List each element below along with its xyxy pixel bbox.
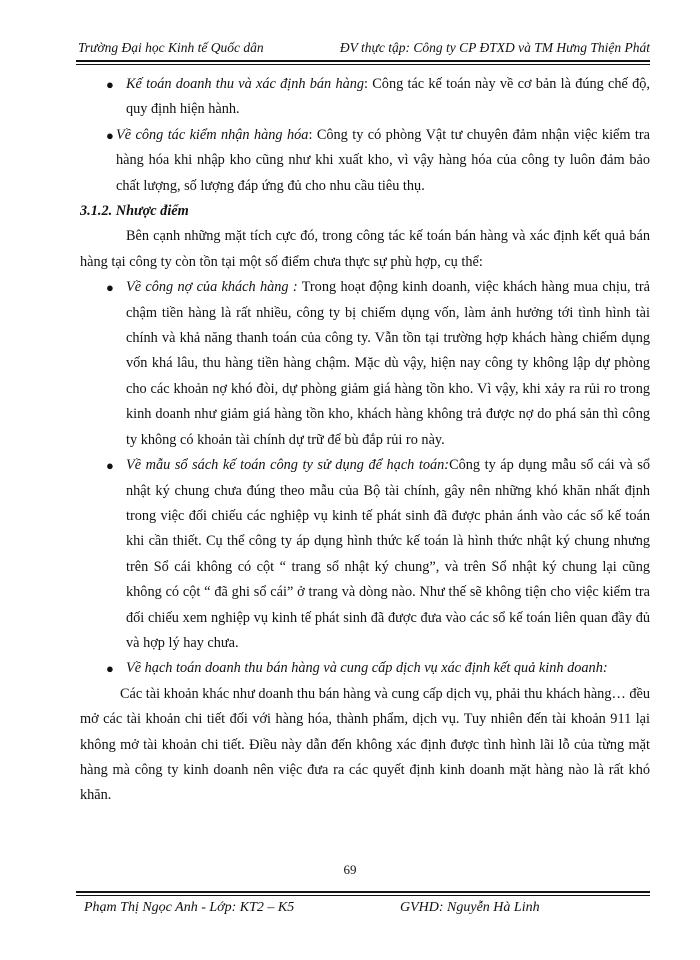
page-header	[78, 40, 650, 56]
bullet-icon: ●	[106, 458, 114, 474]
bullet-icon: ●	[106, 661, 114, 677]
section-heading: 3.1.2. Nhược điểm	[80, 203, 189, 220]
bullet-item	[80, 123, 650, 199]
bullet-text: : Công ty có phòng Vật tư chuyên đảm nhận việc kiểm tra hàng hóa khi nhập kho cũng như khi xuất kho, vì vậy hàng hóa của công ty luôn đảm bảo chất lượng, số lượng đáp ứng đủ cho nhu cầu tiêu thụ.	[116, 126, 651, 194]
closing-paragraph: Các tài khoản khác như doanh thu bán hàng và cung cấp dịch vụ, phải thu khách hàng… đều mở các tài khoản chi tiết đối với hàng hóa, thành phẩm, dịch vụ. Tuy nhiên đến tài khoản 911 lại không mở tài khoản chi tiết. Điều này dẫn đến không xác định được tình hình lãi lỗ của từng mặt hàng mà công ty kinh doanh nên việc đưa ra các quyết định kinh doanh mặt hàng nào là rất khó khăn.	[80, 685, 650, 804]
bullet-item	[80, 453, 650, 656]
header-internship-unit: ĐV thực tập: Công ty CP ĐTXD và TM Hưng Thiện Phát	[339, 40, 650, 55]
page-number: 69	[343, 862, 357, 877]
header-rule	[76, 60, 650, 65]
bullet-title: Kế toán doanh thu và xác định bán hàng	[126, 76, 365, 92]
intro-paragraph: Bên cạnh những mặt tích cực đó, trong công tác kế toán bán hàng và xác định kết quả bán hàng tại công ty còn tồn tại một số điểm chưa thực sự phù hợp, cụ thể:	[80, 228, 650, 270]
bullet-title: Về mẫu sổ sách kế toán công ty sử dụng để hạch toán:	[126, 457, 450, 474]
footer-supervisor: GVHD: Nguyễn Hà Linh	[400, 900, 540, 915]
bullet-icon: ●	[106, 127, 114, 143]
bullet-text: : Công tác kế toán này về cơ bản là đúng chế độ, quy định hiện hành.	[126, 76, 650, 118]
bullet-icon: ●	[106, 77, 114, 92]
bullet-item	[80, 275, 650, 453]
header-school: Trường Đại học Kinh tế Quốc dân	[78, 40, 264, 55]
bullet-text: Công ty áp dụng mẫu sổ cái và sổ nhật ký chung chưa đúng theo mẫu của Bộ tài chính, gây nên những khó khăn nhất định trong việc đối chiếu các nghiệp vụ kinh tế phát sinh đã được phản ánh vào các sổ kế toán khi cần thiết. Cụ thể công ty áp dụng hình thức kế toán là hình thức nhật ký chung nhưng trên Sổ cái không có cột “ trang sổ nhật ký chung”, và trên Sổ nhật ký chung lại cũng không có cột “ đã ghi sổ cái” ở trang và dòng nào. Như thế sẽ không tiện cho việc kiểm tra đối chiếu xem nghiệp vụ kinh tế phát sinh đã được đưa vào các sổ kế toán liên quan đầy đủ và hợp lý hay chưa.	[126, 457, 650, 651]
document-body	[80, 72, 650, 809]
bullet-text: Trong hoạt động kinh doanh, việc khách hàng mua chịu, trả chậm tiền hàng là rất nhiều, công ty bị chiếm dụng vốn, làm ảnh hưởng tới tình hình tài chính và khả năng thanh toán của công ty. Vẫn tồn tại trường hợp khách hàng chiếm dụng vốn khá lâu, thu hàng tiền hàng chậm. Mặc dù vậy, hiện nay công ty không lập dự phòng cho các khoản nợ khó đòi, dự phòng giảm giá hàng tồn kho. Vì vậy, khi xảy ra rủi ro trong kinh doanh như giảm giá hàng tồn kho, khách hàng không trả được nợ do phá sản thì công ty không có khoản tài chính dự trữ để bù đắp rủi ro này.	[126, 279, 650, 448]
bullet-title: Về công nợ của khách hàng :	[126, 279, 298, 296]
bullet-icon: ●	[106, 280, 114, 296]
bullet-item	[80, 656, 650, 681]
bullet-item	[80, 72, 650, 123]
bullet-title: Về công tác kiểm nhận hàng hóa	[116, 126, 309, 143]
footer-rule	[76, 891, 650, 896]
bullet-title: Về hạch toán doanh thu bán hàng và cung cấp dịch vụ xác định kết quả kinh doanh:	[126, 660, 608, 677]
footer-student: Phạm Thị Ngọc Anh - Lớp: KT2 – K5	[84, 900, 295, 915]
